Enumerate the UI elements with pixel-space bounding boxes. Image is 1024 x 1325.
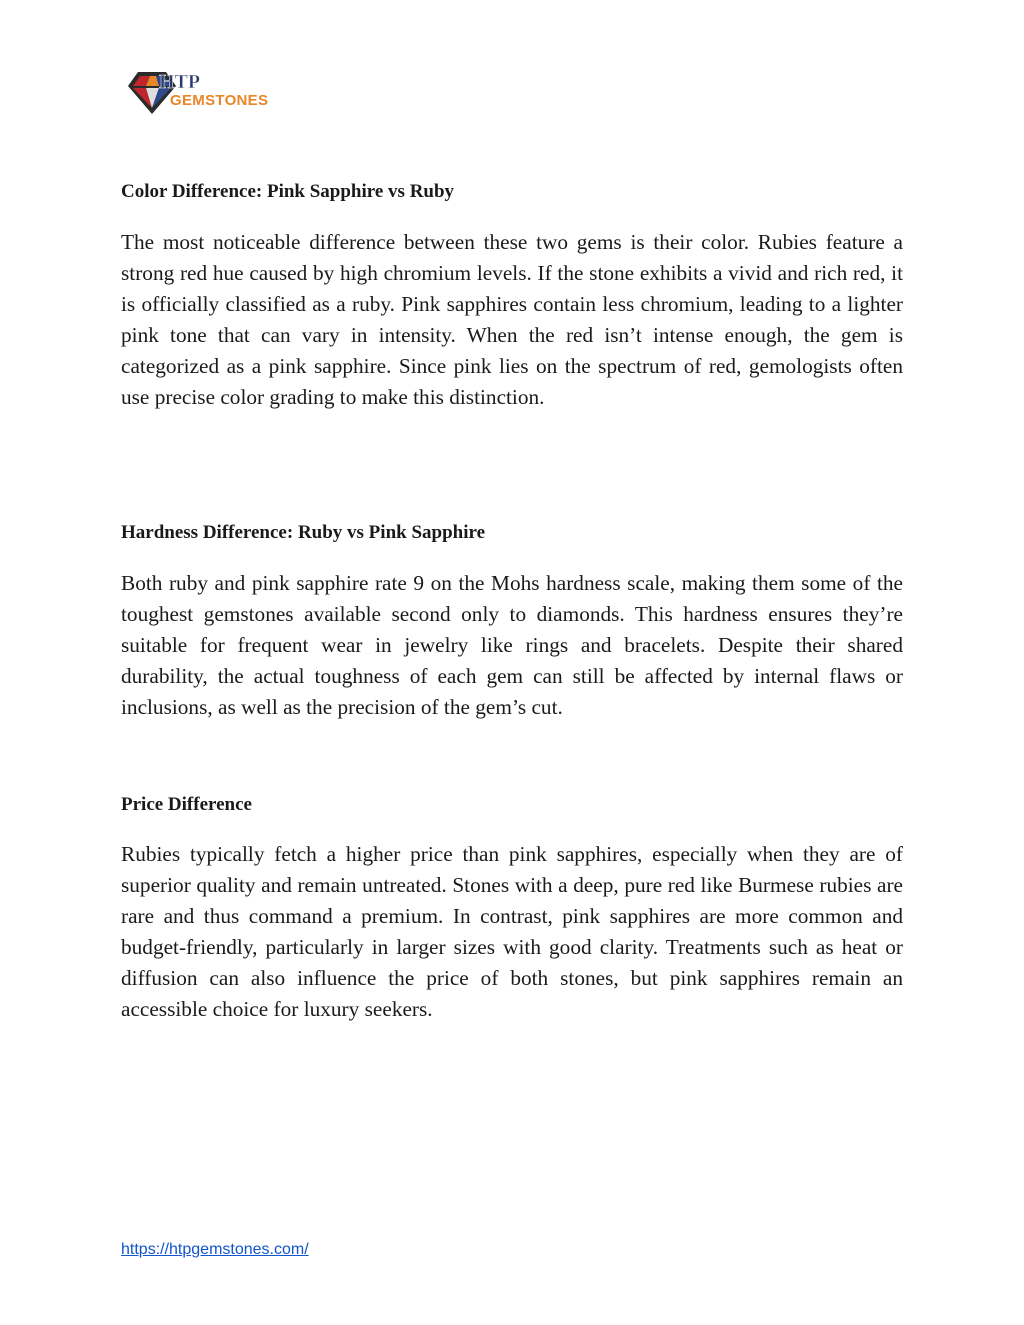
section-heading-price: Price Difference <box>121 794 252 815</box>
section-body-hardness: Both ruby and pink sapphire rate 9 on the Mohs hardness scale, making them some of the toughest gemstones available second only to diamonds. This hardness ensures they’re suitable for frequent wear in jewelry like rings and bracelets. Despite their shared durability, the actual toughness of each gem can still be affected by internal flaws or inclusions, as well as the precision of the gem’s cut. <box>121 571 903 719</box>
brand-logo <box>126 66 286 118</box>
logo-line2: GEMSTONES <box>170 92 269 109</box>
section-heading-hardness: Hardness Difference: Ruby vs Pink Sapphire <box>121 522 486 543</box>
gem-logo-icon <box>126 66 286 118</box>
section-body-color: The most noticeable difference between these two gems is their color. Rubies feature a strong red hue caused by high chromium levels. If the stone exhibits a vivid and rich red, it is officially classified as a ruby. Pink sapphires contain less chromium, leading to a lighter pink tone that can vary in intensity. When the red isn’t intense enough, the gem is categorized as a pink sapphire. Since pink lies on the spectrum of red, gemologists often use precise color grading to make this distinction. <box>121 230 903 409</box>
section-body-price: Rubies typically fetch a higher price than pink sapphires, especially when they are of superior quality and remain untreated. Stones with a deep, pure red like Burmese rubies are rare and thus command a premium. In contrast, pink sapphires are more common and budget-friendly, particularly in larger sizes with good clarity. Treatments such as heat or diffusion can also influence the price of both stones, but pink sapphires remain an accessible choice for luxury seekers. <box>121 842 903 1021</box>
section-heading-color: Color Difference: Pink Sapphire vs Ruby <box>121 181 455 202</box>
website-link[interactable]: https://htpgemstones.com/ <box>121 1241 309 1258</box>
logo-line1: HTP <box>159 71 201 93</box>
